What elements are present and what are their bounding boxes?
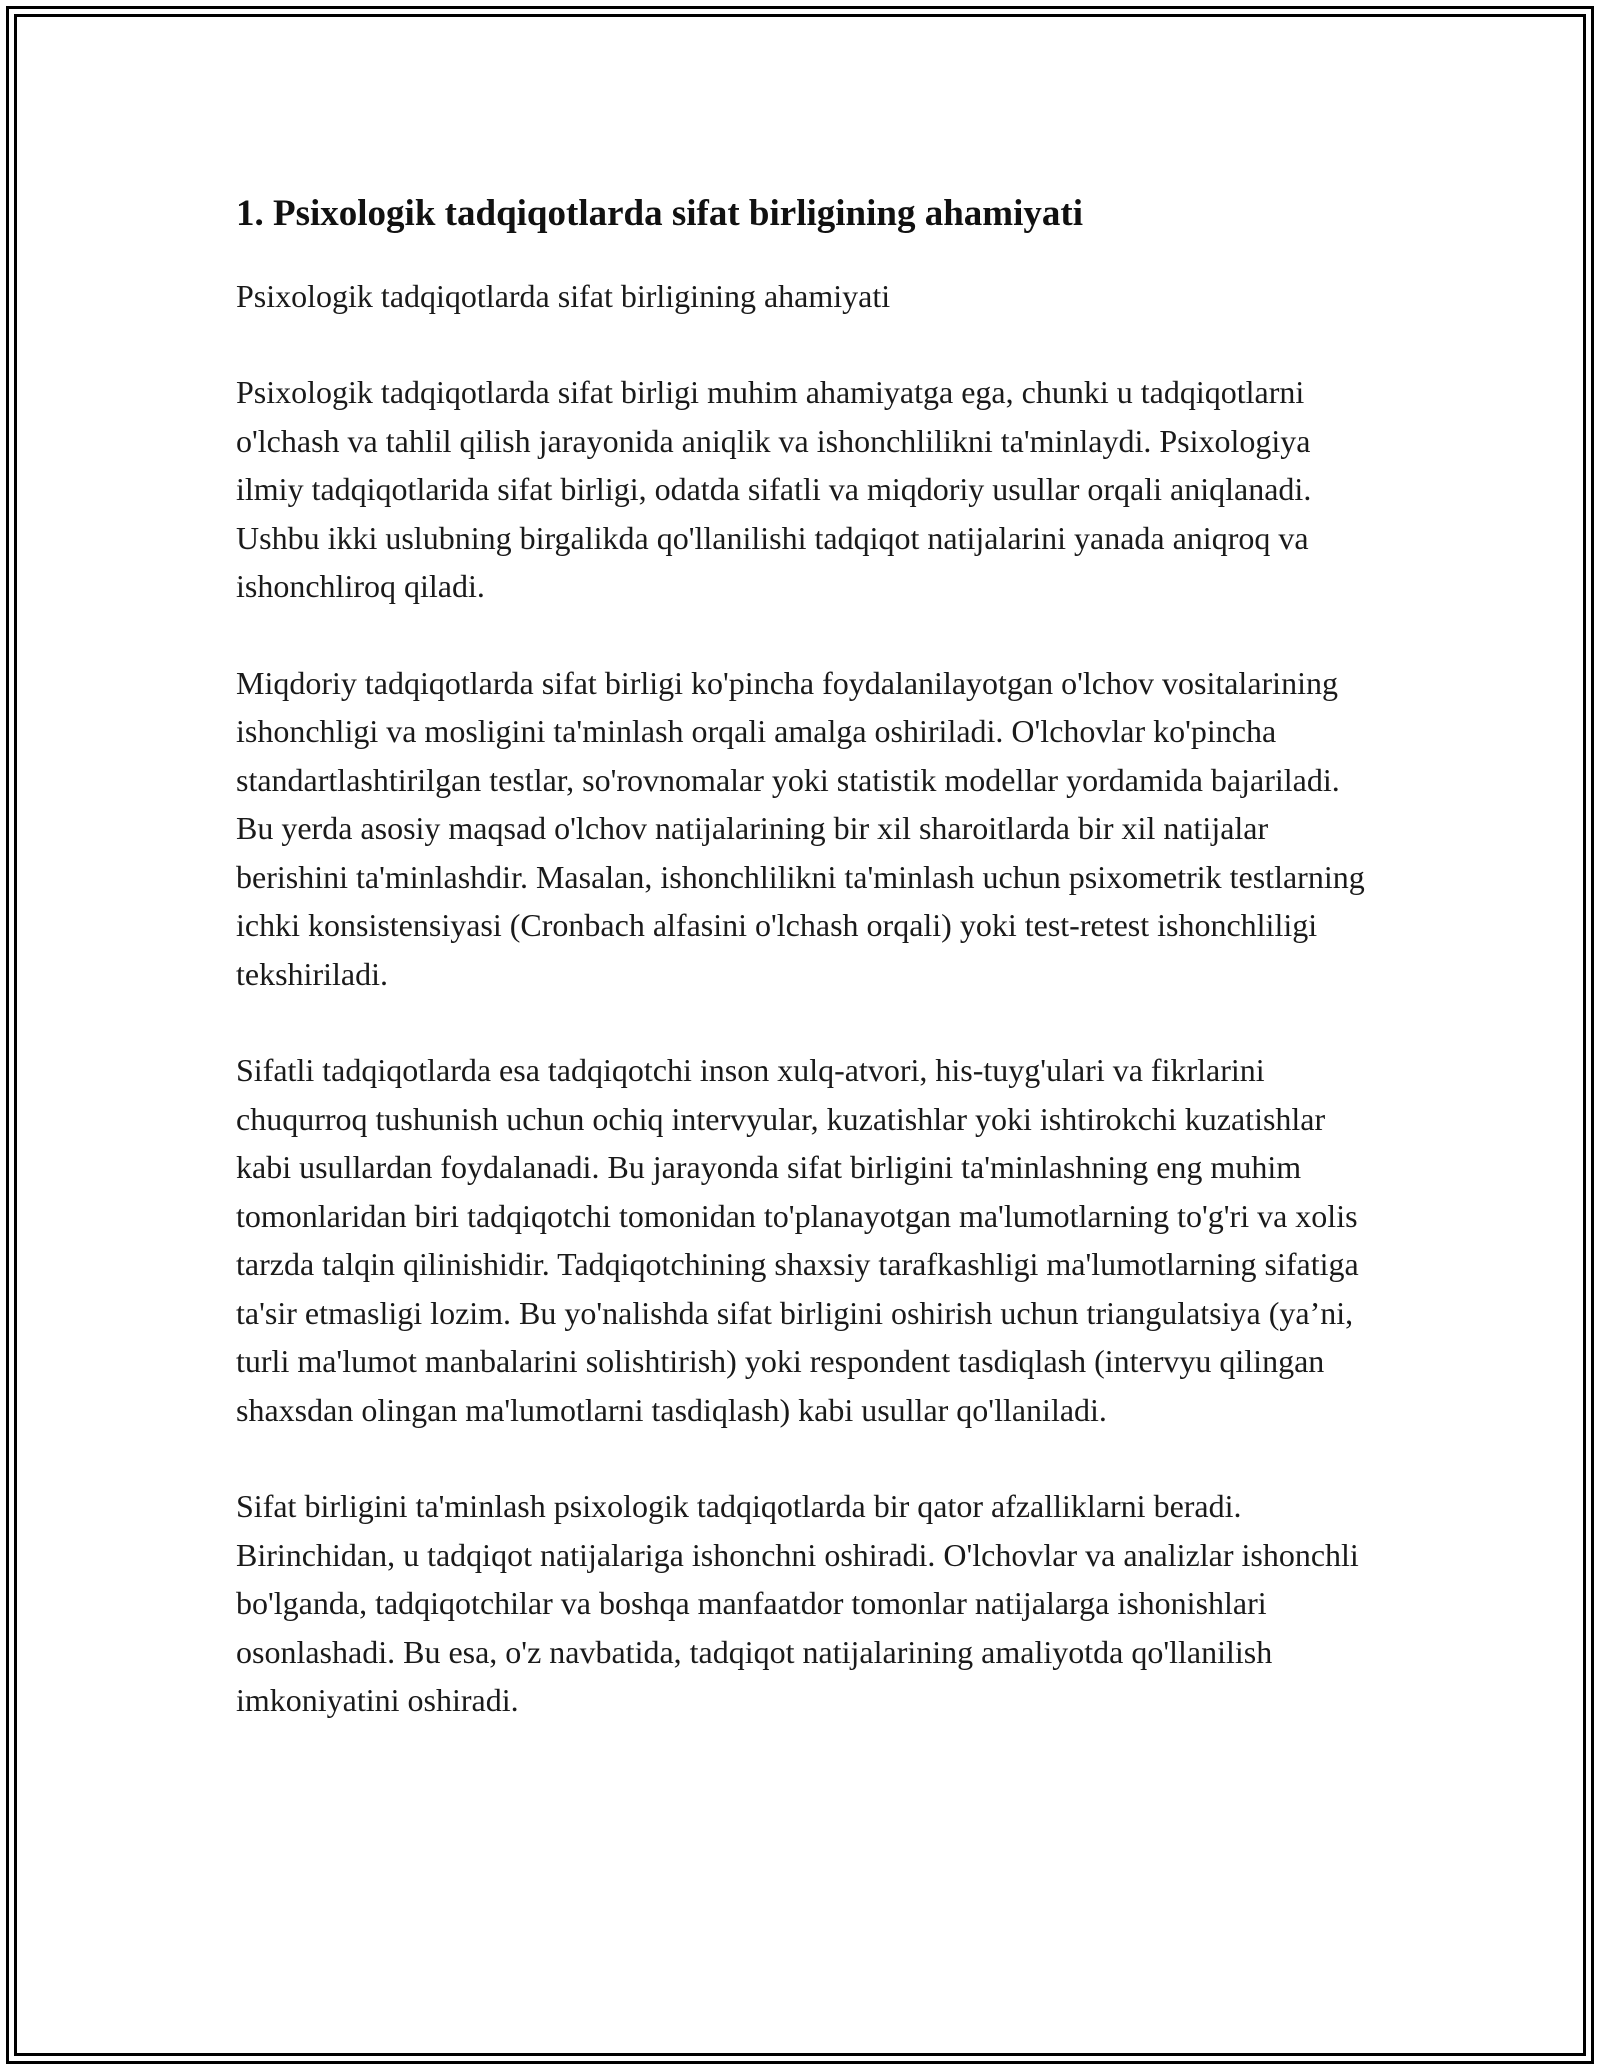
paragraph-2: Miqdoriy tadqiqotlarda sifat birligi ko'pincha foydalanilayotgan o'lchov vositalarining ishonchligi va mosligini ta'minlash orqali amalga oshiriladi. O'lchovlar ko'pincha standartlashtirilgan testlar, so'rovnomalar yoki statistik modellar yordamida bajariladi. Bu yerda asosiy maqsad o'lchov natijalarining bir xil sharoitlarda bir xil natijalar berishini ta'minlashdir. Masalan, ishonchlilikni ta'minlash uchun psixometrik testlarning ichki konsistensiyasi (Cronbach alfasini o'lchash orqali) yoki test-retest ishonchliligi tekshiriladi.	[236, 664, 1365, 992]
paragraph-3: Sifatli tadqiqotlarda esa tadqiqotchi inson xulq-atvori, his-tuyg'ulari va fikrlarini chuqurroq tushunish uchun ochiq intervyular, kuzatishlar yoki ishtirokchi kuzatishlar kabi usullardan foydalanadi. Bu jarayonda sifat birligini ta'minlashning eng muhim tomonlaridan biri tadqiqotchi tomonidan to'planayotgan ma'lumotlarning to'g'ri va xolis tarzda talqin qilinishidir. Tadqiqotchining shaxsiy tarafkashligi ma'lumotlarning sifatiga ta'sir etmasligi lozim. Bu yo'nalishda sifat birligini oshirish uchun triangulatsiya (ya’ni, turli ma'lumot manbalarini solishtirish) yoki respondent tasdiqlash (intervyu qilingan shaxsdan olingan ma'lumotlarni tasdiqlash) kabi usullar qo'llaniladi.	[236, 1052, 1359, 1428]
paragraph-1: Psixologik tadqiqotlarda sifat birligi muhim ahamiyatga ega, chunki u tadqiqotlarni o'lchash va tahlil qilish jarayonida aniqlik va ishonchlilikni ta'minlaydi. Psixologiya ilmiy tadqiqotlarida sifat birligi, odatda sifatli va miqdoriy usullar orqali aniqlanadi. Ushbu ikki uslubning birgalikda qo'llanilishi tadqiqot natijalarini yanada aniqroq va ishonchliroq qiladi.	[236, 374, 1312, 604]
document-heading: 1. Psixologik tadqiqotlarda sifat birligining ahamiyati	[236, 193, 1084, 234]
document-subtitle: Psixologik tadqiqotlarda sifat birligining ahamiyati	[236, 278, 891, 314]
paragraph-4: Sifat birligini ta'minlash psixologik tadqiqotlarda bir qator afzalliklarni beradi. Birinchidan, u tadqiqot natijalariga ishonchni oshiradi. O'lchovlar va analizlar ishonchli bo'lganda, tadqiqotchilar va boshqa manfaatdor tomonlar natijalarga ishonishlari osonlashadi. Bu esa, o'z navbatida, tadqiqot natijalarining amaliyotda qo'llanilish imkoniyatini oshiradi.	[236, 1488, 1359, 1718]
document-body	[236, 186, 1376, 1773]
